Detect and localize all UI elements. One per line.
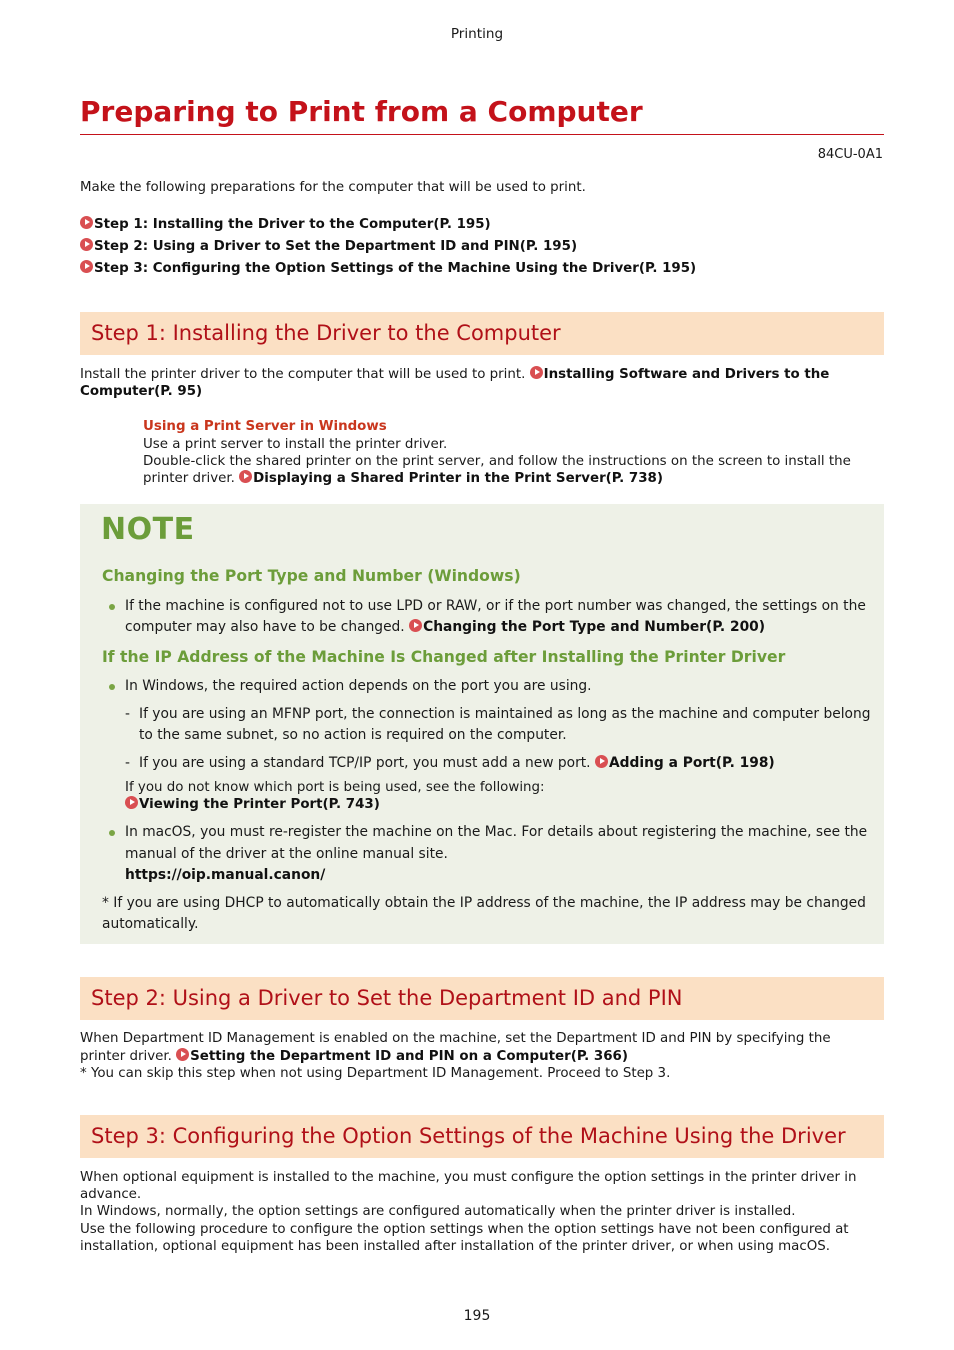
online-manual-url[interactable]: https://oip.manual.canon/ <box>125 867 326 883</box>
link-arrow-icon <box>125 796 138 809</box>
note-dash1-line1: If you are using an MFNP port, the connection is maintained as long as the machine and computer belong <box>139 706 871 722</box>
port-type-link[interactable]: Changing the Port Type and Number(P. 200) <box>409 619 765 635</box>
step2-heading: Step 2: Using a Driver to Set the Department ID and PIN <box>80 977 884 1020</box>
bullet-icon <box>109 830 115 836</box>
note-bullet1-line1: If the machine is configured not to use LPD or RAW, or if the port number was changed, the settings on the <box>125 598 866 614</box>
note-dash1-line2: to the same subnet, so no action is required on the computer. <box>139 727 567 743</box>
bullet-icon <box>109 684 115 690</box>
note-footnote-line2: automatically. <box>102 916 199 932</box>
step3-line2: advance. <box>80 1187 142 1202</box>
view-printer-port-link[interactable]: Viewing the Printer Port(P. 743) <box>125 796 380 813</box>
step2-line1: When Department ID Management is enabled on the machine, set the Department ID and PIN by specifying the <box>80 1031 831 1046</box>
note-subheading-port: Changing the Port Type and Number (Windows) <box>102 567 521 585</box>
running-header: Printing <box>450 26 504 42</box>
link-arrow-icon <box>176 1048 189 1061</box>
link-arrow-icon <box>239 470 252 483</box>
note-bullet3-line1: In macOS, you must re-register the machine on the Mac. For details about registering the machine, see the <box>125 824 868 840</box>
link-arrow-icon <box>409 619 422 632</box>
install-software-link[interactable]: Installing Software and Drivers to the <box>530 367 830 382</box>
step1-heading: Step 1: Installing the Driver to the Computer <box>80 312 884 355</box>
step2-line2: printer driver. Setting the Department ID and PIN on a Computer(P. 366) <box>80 1049 628 1064</box>
note-dash2: If you are using a standard TCP/IP port, you must add a new port. Adding a Port(P. 198) <box>139 755 775 771</box>
toc-link-step3[interactable]: Step 3: Configuring the Option Settings of the Machine Using the Driver(P. 195) <box>80 260 696 277</box>
document-id: 84CU-0A1 <box>817 147 883 162</box>
dash-icon: - <box>125 706 130 722</box>
print-server-heading: Using a Print Server in Windows <box>143 419 387 434</box>
step3-heading: Step 3: Configuring the Option Settings of the Machine Using the Driver <box>80 1115 884 1158</box>
step3-line5: installation, optional equipment has been installed after installation of the printer driver, or when using macOS. <box>80 1239 831 1254</box>
page-title: Preparing to Print from a Computer <box>80 92 884 135</box>
bullet-icon <box>109 604 115 610</box>
dash-icon: - <box>125 755 130 771</box>
link-arrow-icon <box>80 260 93 273</box>
link-arrow-icon <box>530 366 543 379</box>
toc-link-step1[interactable]: Step 1: Installing the Driver to the Computer(P. 195) <box>80 216 491 233</box>
install-software-link-cont[interactable]: Computer(P. 95) <box>80 384 203 399</box>
link-arrow-icon <box>595 755 608 768</box>
step3-line4: Use the following procedure to configure the option settings when the option settings have not been configured at <box>80 1222 849 1237</box>
note-bullet3-line2: manual of the driver at the online manual site. <box>125 846 448 862</box>
note-bullet1-line2: computer may also have to be changed. Changing the Port Type and Number(P. 200) <box>125 619 766 635</box>
shared-printer-link[interactable]: Displaying a Shared Printer in the Print Server(P. 738) <box>239 471 663 486</box>
note-title: NOTE <box>101 512 195 547</box>
link-arrow-icon <box>80 238 93 251</box>
print-server-line2: Double-click the shared printer on the print server, and follow the instructions on the screen to install the <box>143 454 851 469</box>
add-port-link[interactable]: Adding a Port(P. 198) <box>595 755 775 771</box>
toc-link-step2[interactable]: Step 2: Using a Driver to Set the Department ID and PIN(P. 195) <box>80 238 577 255</box>
step2-line3: * You can skip this step when not using Department ID Management. Proceed to Step 3. <box>80 1066 671 1081</box>
step3-line1: When optional equipment is installed to the machine, you must configure the option settings in the printer driver in <box>80 1170 857 1185</box>
note-subheading-ip: If the IP Address of the Machine Is Changed after Installing the Printer Driver <box>102 648 786 666</box>
link-arrow-icon <box>80 216 93 229</box>
note-footnote-line1: * If you are using DHCP to automatically obtain the IP address of the machine, the IP address may be changed <box>102 895 866 911</box>
print-server-line3: printer driver. Displaying a Shared Printer in the Print Server(P. 738) <box>143 471 663 486</box>
note-bullet2: In Windows, the required action depends on the port you are using. <box>125 678 592 694</box>
department-id-link[interactable]: Setting the Department ID and PIN on a Computer(P. 366) <box>176 1049 628 1064</box>
step3-line3: In Windows, normally, the option settings are configured automatically when the printer driver is installed. <box>80 1204 796 1219</box>
note-see-text: If you do not know which port is being used, see the following: <box>125 780 545 795</box>
print-server-line1: Use a print server to install the printer driver. <box>143 437 448 452</box>
step1-text: Install the printer driver to the computer that will be used to print. Installing Software and Drivers to the <box>80 367 830 382</box>
page-number: 195 <box>463 1308 491 1324</box>
intro-text: Make the following preparations for the computer that will be used to print. <box>80 180 586 195</box>
